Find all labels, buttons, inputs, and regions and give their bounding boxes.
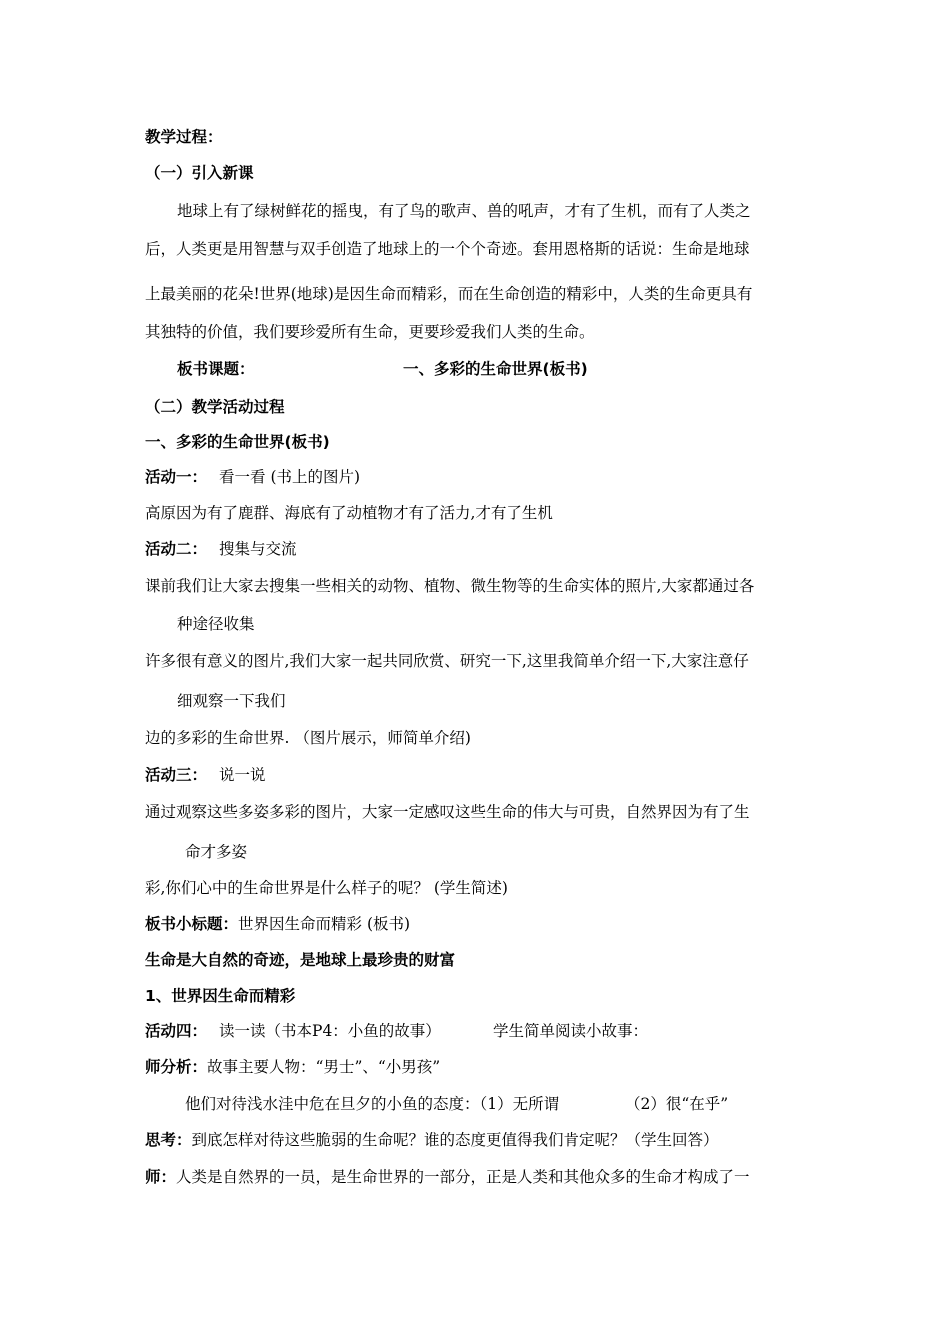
activity-3-body-line: 命才多姿: [185, 843, 248, 861]
activity-2-body-line: 细观察一下我们: [177, 692, 286, 710]
intro-paragraph-line: 上最美丽的花朵!世界(地球)是因生命而精彩，而在生命创造的精彩中，人类的生命更具有: [145, 285, 753, 303]
board-subtitle-label: 板书小标题：: [145, 915, 239, 933]
point-title: 1、世界因生命而精彩: [145, 987, 296, 1005]
analysis-text: 故事主要人物：“男士”、“小男孩”: [207, 1058, 441, 1076]
activity-1: [145, 467, 360, 487]
intro-paragraph-line: 其独特的价值，我们要珍爱所有生命，更要珍爱我们人类的生命。: [145, 323, 595, 341]
activity-text: 读一读（书本P4：小鱼的故事）: [219, 1022, 441, 1040]
activity-1-body: 高原因为有了鹿群、海底有了动植物才有了活力,才有了生机: [145, 504, 553, 522]
board-label: 板书课题：: [177, 360, 255, 378]
attitude-line: 他们对待浅水洼中危在旦夕的小鱼的态度：（1）无所谓: [185, 1095, 560, 1113]
activity-4-extra: 学生简单阅读小故事：: [493, 1022, 649, 1040]
activity-label: 活动一：: [145, 468, 208, 486]
attitude-line-2: （2）很“在乎”: [625, 1095, 729, 1113]
activity-3-body-line: 彩,你们心中的生命世界是什么样子的呢？ (学生简述): [145, 879, 508, 897]
activity-2-body-line: 许多很有意义的图片,我们大家一起共同欣赏、研究一下,这里我简单介绍一下,大家注意仔: [145, 652, 749, 670]
heading: 教学过程：: [145, 128, 223, 146]
activity-3-body-line: 通过观察这些多姿多彩的图片，大家一定感叹这些生命的伟大与可贵，自然界因为有了生: [145, 803, 750, 821]
think-text: 到底怎样对待这些脆弱的生命呢？谁的态度更值得我们肯定呢？（学生回答）: [191, 1131, 719, 1149]
board-subtitle-text: 世界因生命而精彩 (板书): [238, 915, 411, 933]
think-label: 思考：: [145, 1131, 192, 1149]
activity-2-body-line: 课前我们让大家去搜集一些相关的动物、植物、微生物等的生命实体的照片,大家都通过各: [145, 577, 755, 595]
activity-2-body-line: 边的多彩的生命世界. （图片展示，师简单介绍): [145, 729, 471, 747]
activity-2-body-line: 种途径收集: [177, 615, 255, 633]
part-title: 一、多彩的生命世界(板书): [145, 433, 330, 451]
activity-text: 说一说: [219, 766, 266, 784]
board-title: 一、多彩的生命世界(板书): [403, 360, 588, 378]
board-subtitle: [145, 914, 410, 934]
think-question: [145, 1130, 719, 1150]
section-title-activities: （二）教学活动过程: [145, 398, 285, 416]
teacher-text: 人类是自然界的一员，是生命世界的一部分，正是人类和其他众多的生命才构成了一: [176, 1168, 750, 1186]
analysis-label: 师分析：: [145, 1058, 208, 1076]
section-title-intro: （一）引入新课: [145, 164, 254, 182]
activity-3: [145, 765, 266, 785]
bold-statement: 生命是大自然的奇迹，是地球上最珍贵的财富: [145, 951, 456, 969]
teacher-label: 师：: [145, 1168, 177, 1186]
intro-paragraph-line: 后，人类更是用智慧与双手创造了地球上的一个个奇迹。套用恩格斯的话说：生命是地球: [145, 240, 750, 258]
activity-2: [145, 539, 297, 559]
activity-label: 活动四：: [145, 1022, 208, 1040]
activity-label: 活动三：: [145, 766, 208, 784]
teacher-remark: [145, 1167, 750, 1187]
teacher-analysis: [145, 1057, 440, 1077]
activity-4: [145, 1021, 441, 1041]
intro-paragraph-line: 地球上有了绿树鲜花的摇曳，有了鸟的歌声、兽的吼声，才有了生机，而有了人类之: [177, 202, 751, 220]
activity-text: 搜集与交流: [219, 540, 297, 558]
activity-label: 活动二：: [145, 540, 208, 558]
activity-text: 看一看 (书上的图片): [219, 468, 361, 486]
